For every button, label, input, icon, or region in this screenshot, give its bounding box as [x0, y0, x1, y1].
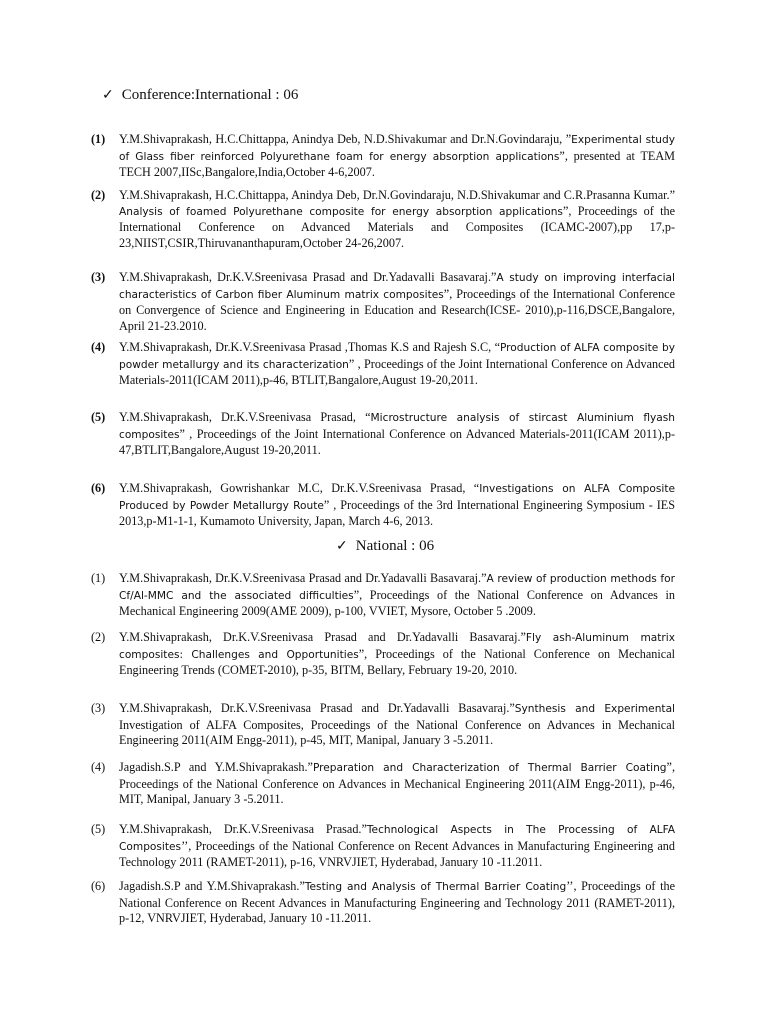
- entry-title: Microstructure analysis of stircast Aluminium flyash composites: [119, 412, 675, 441]
- international-entry-3: [91, 270, 691, 334]
- entry-title: A review of production methods for Cf/Al-MMC and the associated difficulties: [119, 573, 676, 602]
- international-entry-4: [91, 340, 691, 389]
- entry-number: (3): [91, 701, 106, 715]
- entry-title: Production of ALFA composite by powder metallurgy and its characterization: [119, 342, 675, 371]
- national-entry-5: [91, 822, 691, 871]
- international-entry-5: [91, 410, 691, 459]
- entry-details: ”, Proceedings of the National Conference on Advances in Mechanical Engineering 2011(AIM Engg-2011), p-46, MIT, Manipal, January 3 -5.2011.: [119, 760, 675, 806]
- checkmark-icon: ✓: [102, 88, 114, 103]
- entry-title: Analysis of foamed Polyurethane composite for energy absorption applications: [119, 205, 563, 218]
- international-entry-2: [91, 188, 691, 251]
- entry-details: ” , Proceedings of the Joint International Conference on Advanced Materials-2011(ICAM 2011),p-46, BTLIT,Bangalore,August 19-20,2011.: [119, 356, 675, 387]
- entry-title: Technological Aspects in The Processing of ALFA Composites: [119, 824, 675, 853]
- entry-authors: Y.M.Shivaprakash, Gowrishankar M.C, Dr.K.V.Sreenivasa Prasad, “: [119, 481, 480, 495]
- entry-details: ”, Proceedings of the International Conference on Advanced Materials and Composites (ICAMC-2007),pp 17,p-23,NIIST,CSIR,Thiruvananthapuram,October 24-26,2007.: [119, 203, 675, 250]
- entry-details: ” , Proceedings of the 3rd International Engineering Symposium - IES 2013,p-M1-1-1, Kumamoto University, Japan, March 4-6, 2013.: [119, 497, 675, 528]
- entry-title: Preparation and Characterization of Thermal Barrier Coating: [312, 762, 667, 774]
- entry-details: ”, Proceedings of the National Conference on Advances in Mechanical Engineering 2009(AME 2009), p-100, VVIET, Mysore, October 5 .2009.: [119, 587, 675, 618]
- entry-authors: Y.M.Shivaprakash, Dr.K.V.Sreenivasa Prasad and Dr.Yadavalli Basavaraj.”: [119, 571, 487, 585]
- national-entry-1: [91, 571, 691, 620]
- entry-number: (5): [91, 822, 106, 836]
- entry-authors: Y.M.Shivaprakash, H.C.Chittappa, Anindya Deb, Dr.N.Govindaraju, N.D.Shivakumar and C.R.Prasanna Kumar.”: [119, 188, 675, 202]
- entry-details: ”, Proceedings of the National Conference on Mechanical Engineering Trends (COMET-2010), p-35, BITM, Bellary, February 19-20, 2010.: [119, 646, 675, 677]
- entry-number: (2): [91, 630, 106, 644]
- entry-authors: Y.M.Shivaprakash, Dr.K.V.Sreenivasa Prasad.”: [119, 822, 367, 836]
- entry-title: Testing and Analysis of Thermal Barrier Coating: [304, 881, 567, 893]
- entry-number: (1): [91, 571, 106, 585]
- entry-number: (5): [91, 410, 106, 424]
- entry-authors: Y.M.Shivaprakash, Dr.K.V.Sreenivasa Prasad and Dr.Yadavalli Basavaraj.”: [119, 270, 497, 284]
- national-entry-3: [91, 701, 691, 749]
- entry-title: Synthesis and Experimental: [514, 703, 676, 715]
- entry-number: (2): [91, 188, 106, 202]
- entry-number: (6): [91, 879, 106, 893]
- entry-number: (1): [91, 132, 106, 146]
- entry-details: ’’, Proceedings of the National Conference on Recent Advances in Manufacturing Engineering and Technology 2011 (RAMET-2011), p-16, VNRVJIET, Hyderabad, January 10 -11.2011.: [119, 838, 675, 869]
- national-heading: [336, 537, 434, 556]
- entry-title: A study on improving interfacial characteristics of Carbon fiber Aluminum matrix composites: [119, 272, 675, 301]
- entry-title: Experimental study of Glass fiber reinforced Polyurethane foam for energy absorption applications: [119, 134, 675, 163]
- entry-authors: Y.M.Shivaprakash, Dr.K.V.Sreenivasa Prasad and Dr.Yadavalli Basavaraj.”: [119, 701, 515, 715]
- international-entry-6: [91, 481, 691, 530]
- international-heading-text: Conference:International : 06: [121, 87, 299, 103]
- entry-number: (4): [91, 760, 106, 774]
- entry-details: ”, presented at TEAM TECH 2007,IISc,Bangalore,India,October 4-6,2007.: [119, 148, 675, 179]
- international-heading: [102, 86, 298, 105]
- entry-authors: Y.M.Shivaprakash, Dr.K.V.Sreenivasa Prasad and Dr.Yadavalli Basavaraj.”: [119, 630, 526, 644]
- entry-authors: Y.M.Shivaprakash, Dr.K.V.Sreenivasa Prasad ,Thomas K.S and Rajesh S.C, “: [119, 340, 500, 354]
- entry-authors: Jagadish.S.P and Y.M.Shivaprakash.”: [119, 760, 313, 774]
- national-entry-4: [91, 760, 691, 808]
- entry-authors: Jagadish.S.P and Y.M.Shivaprakash.”: [119, 879, 305, 893]
- national-entry-6: [91, 879, 691, 927]
- entry-title: Fly ash-Aluminum matrix composites: Challenges and Opportunities: [119, 632, 675, 661]
- entry-number: (6): [91, 481, 106, 495]
- national-entry-2: [91, 630, 691, 679]
- national-heading-text: National : 06: [355, 538, 435, 554]
- entry-title: Investigations on ALFA Composite Produced by Powder Metallurgy Route: [119, 483, 675, 512]
- entry-number: (4): [91, 340, 106, 354]
- entry-authors: Y.M.Shivaprakash, Dr.K.V.Sreenivasa Prasad, “: [119, 410, 371, 424]
- international-entry-1: [91, 132, 691, 181]
- entry-details: Investigation of ALFA Composites, Proceedings of the National Conference on Advances in Mechanical Engineering 2011(AIM Engg-2011), p-45, MIT, Manipal, January 3 -5.2011.: [119, 717, 675, 747]
- entry-details: ’’, Proceedings of the National Conference on Recent Advances in Manufacturing Engineering and Technology 2011 (RAMET-2011), p-12, VNRVJIET, Hyderabad, January 10 -11.2011.: [119, 879, 675, 925]
- entry-details: ” , Proceedings of the Joint International Conference on Advanced Materials-2011(ICAM 2011),p-47,BTLIT,Bangalore,August 19-20,2011.: [119, 426, 675, 457]
- checkmark-icon: ✓: [336, 539, 348, 554]
- entry-number: (3): [91, 270, 106, 284]
- entry-authors: Y.M.Shivaprakash, H.C.Chittappa, Anindya Deb, N.D.Shivakumar and Dr.N.Govindaraju, ”: [119, 132, 572, 146]
- entry-details: ”, Proceedings of the International Conference on Convergence of Science and Engineering in Education and Research(ICSE- 2010),p-116,DSCE,Bangalore, April 21-23.2010.: [119, 286, 676, 333]
